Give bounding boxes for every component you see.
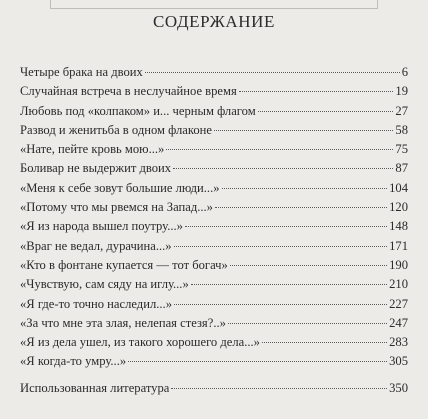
toc-entry-title: «Я из народа вышел поутру...» (20, 219, 183, 234)
toc-entry (20, 217, 408, 236)
toc-entry-title: «Меня к себе зовут большие люди...» (20, 180, 220, 195)
toc-entry (20, 198, 408, 217)
toc-leader-dots (262, 342, 387, 343)
toc-entry-page: 190 (389, 257, 408, 272)
toc-entry-title: «Чувствую, сам сяду на иглу...» (20, 277, 189, 292)
toc-entry (20, 159, 408, 178)
toc-entry-title: «Кто в фонтане купается — тот богач» (20, 257, 228, 272)
toc-entry-page: 350 (389, 380, 408, 395)
toc-leader-dots (174, 246, 388, 247)
toc-entry (20, 140, 408, 159)
toc-entry (20, 179, 408, 198)
toc-entry-page: 120 (389, 200, 408, 215)
toc-leader-dots (128, 361, 387, 362)
table-of-contents (20, 63, 408, 398)
toc-leader-dots (145, 72, 400, 73)
toc-entry-page: 283 (389, 335, 408, 350)
toc-leader-dots (215, 207, 387, 208)
toc-entry (20, 333, 408, 352)
page-title: СОДЕРЖАНИЕ (152, 12, 276, 31)
toc-leader-dots (222, 188, 388, 189)
toc-entry (20, 295, 408, 314)
toc-entry (20, 237, 408, 256)
toc-leader-dots (173, 168, 393, 169)
toc-entry-page: 58 (395, 122, 408, 137)
toc-spacer (20, 372, 408, 379)
toc-entry-page: 210 (389, 277, 408, 292)
toc-entry-title: «Я когда-то умру...» (20, 354, 127, 369)
toc-leader-dots (166, 149, 393, 150)
toc-leader-dots (228, 323, 387, 324)
toc-entry-page: 75 (395, 142, 408, 157)
toc-entry (20, 275, 408, 294)
toc-entry (20, 121, 408, 140)
toc-entry-title: «За что мне эта злая, нелепая стезя?..» (20, 315, 226, 330)
toc-entry-title: «Потому что мы рвемся на Запад...» (20, 200, 213, 215)
toc-leader-dots (239, 91, 394, 92)
toc-entry-title: «Я где-то точно наследил...» (20, 296, 172, 311)
toc-leader-dots (185, 226, 387, 227)
toc-entry-title: Развод и женитьба в одном флаконе (20, 122, 212, 137)
toc-entry-title: Любовь под «колпаком» и... черным флагом (20, 103, 256, 118)
toc-entry (20, 63, 408, 82)
toc-entry-title: «Я из дела ушел, из такого хорошего дела...» (20, 335, 260, 350)
toc-entry-title: Случайная встреча в неслучайное время (20, 84, 237, 99)
toc-entry-title: «Нате, пейте кровь мою...» (20, 142, 165, 157)
toc-leader-dots (230, 265, 387, 266)
toc-entry-page: 6 (401, 65, 408, 79)
toc-entry-title: Боливар не выдержит двоих (20, 161, 172, 176)
toc-entry-title: «Враг не ведал, дурачина...» (20, 238, 172, 253)
toc-entry-page: 104 (389, 180, 408, 195)
toc-leader-dots (258, 111, 394, 112)
toc-entry-title: Четыре брака на двоих (20, 65, 143, 79)
toc-entry (20, 82, 408, 101)
toc-entry-page: 305 (389, 354, 408, 369)
toc-entry-page: 87 (395, 161, 408, 176)
top-frame-edge (50, 0, 378, 9)
toc-entry (20, 314, 408, 333)
toc-entry (20, 102, 408, 121)
toc-entry-page: 27 (395, 103, 408, 118)
toc-leader-dots (174, 304, 387, 305)
toc-entry (20, 352, 408, 371)
toc-entry-page: 19 (395, 84, 408, 99)
toc-entry-title: Использованная литература (20, 380, 170, 395)
toc-entry-page: 227 (389, 296, 408, 311)
toc-leader-dots (214, 130, 393, 131)
toc-leader-dots (171, 388, 387, 389)
toc-entry-page: 247 (389, 315, 408, 330)
toc-entry-bibliography (20, 379, 408, 398)
toc-leader-dots (191, 284, 387, 285)
toc-entry-page: 148 (389, 219, 408, 234)
toc-entry-page: 171 (389, 238, 408, 253)
toc-entry (20, 256, 408, 275)
